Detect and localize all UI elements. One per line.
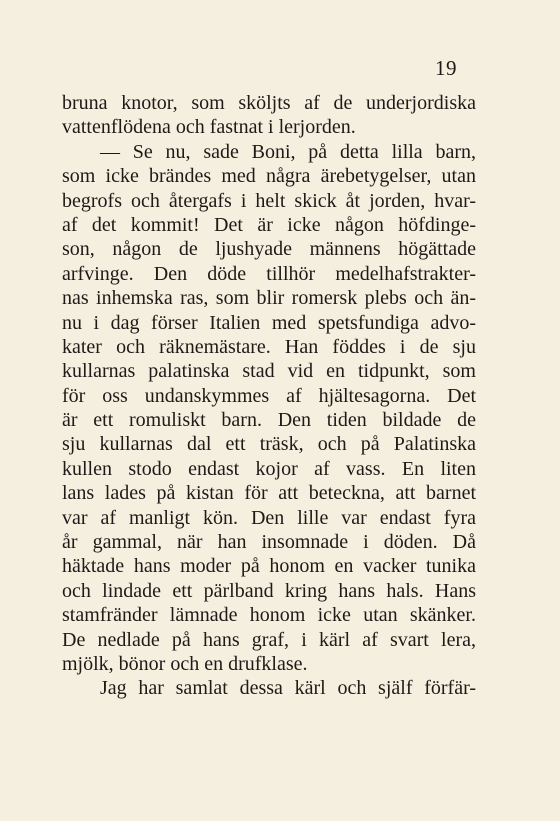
text-line: för oss undanskymmes af hjältesagorna. Det (62, 384, 476, 407)
text-line: år gammal, när han insomnade i döden. Då (62, 531, 476, 554)
text-line: kater och räknemästare. Han föddes i de sju (62, 335, 476, 358)
text-line: sju kullarnas dal ett träsk, och på Palatinska (62, 433, 476, 456)
text-line: mjölk, bönor och en drufklase. (62, 652, 308, 675)
text-line: nu i dag förser Italien med spetsfundiga advo- (62, 311, 476, 334)
text-line: som icke brändes med några ärebetygelser, utan (62, 165, 476, 188)
text-line: är ett romuliskt barn. Den tiden bildade de (62, 409, 476, 432)
text-line: och lindade ett pärlband kring hans hals. Hans (62, 579, 476, 602)
text-line: af det kommit! Det är icke någon höfdinge- (62, 213, 476, 236)
text-line: stamfränder lämnade honom icke utan skänker. (62, 604, 476, 627)
text-line: De nedlade på hans graf, i kärl af svart lera, (62, 628, 476, 651)
text-line: kullarnas palatinska stad vid en tidpunkt, som (62, 360, 476, 383)
page-number: 19 (435, 56, 457, 80)
text-line: begrofs och återgafs i helt skick åt jorden, hvar- (62, 189, 476, 212)
text-line: vattenflödena och fastnat i lerjorden. (62, 116, 356, 139)
text-line: — Se nu, sade Boni, på detta lilla barn, (100, 140, 476, 163)
text-line: Jag har samlat dessa kärl och själf förfär- (100, 677, 476, 700)
text-line: bruna knotor, som sköljts af de underjordiska (62, 92, 476, 114)
text-line: nas inhemska ras, som blir romersk plebs och än- (62, 287, 476, 310)
text-line: arfvinge. Den döde tillhör medelhafstrakter- (62, 262, 476, 285)
text-line: lans lades på kistan för att beteckna, att barnet (62, 482, 476, 505)
text-line: son, någon de ljushyade männens högättade (62, 238, 476, 261)
text-line: kullen stodo endast kojor af vass. En liten (62, 457, 476, 480)
body-text (62, 91, 476, 701)
text-line: häktade hans moder på honom en vacker tunika (62, 555, 476, 578)
text-line: var af manligt kön. Den lille var endast fyra (62, 506, 476, 529)
